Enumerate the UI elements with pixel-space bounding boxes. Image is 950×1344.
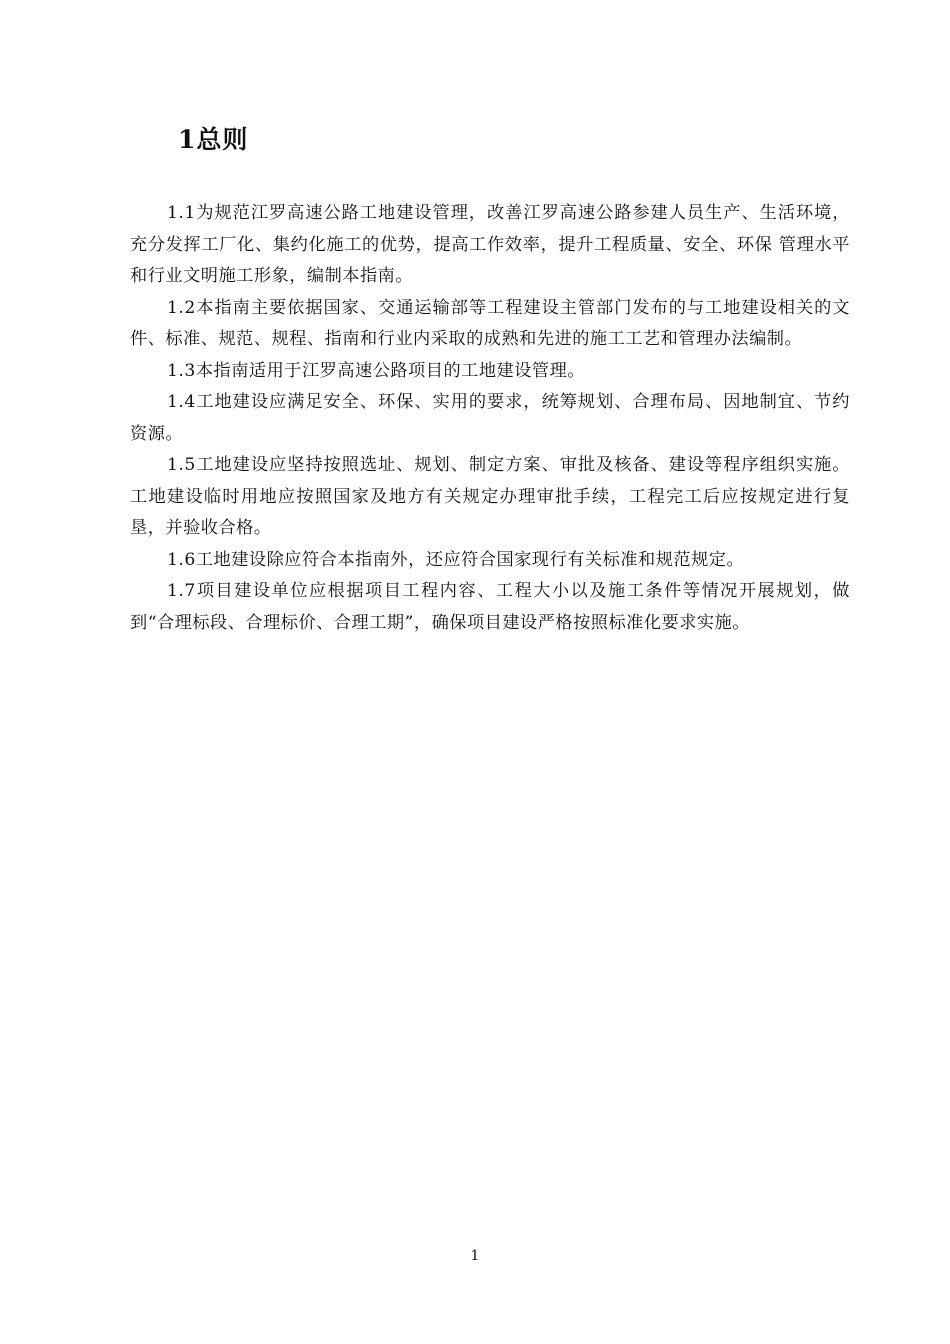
paragraph-1-2: 1.2本指南主要依据国家、交通运输部等工程建设主管部门发布的与工地建设相关的文件、标准、规范、规程、指南和行业内采取的成熟和先进的施工工艺和管理办法编制。 (130, 297, 850, 349)
section-body (130, 198, 850, 639)
paragraph-1-7: 1.7项目建设单位应根据项目工程内容、工程大小以及施工条件等情况开展规划，做到“合理标段、合理标价、合理工期”，确保项目建设严格按照标准化要求实施。 (130, 581, 850, 633)
paragraph-1-4: 1.4工地建设应满足安全、环保、实用的要求，统筹规划、合理布局、因地制宜、节约资源。 (130, 392, 850, 444)
paragraph-1-1: 1.1为规范江罗高速公路工地建设管理，改善江罗高速公路参建人员生产、生活环境， 充分发挥工厂化、集约化施工的优势，提高工作效率，提升工程质量、安全、环保 管理水平和行业文明施工形象，编制本指南。 (130, 203, 850, 286)
paragraph-1-5: 1.5工地建设应坚持按照选址、规划、制定方案、审批及核备、建设等程序组织实施。工地建设临时用地应按照国家及地方有关规定办理审批手续，工程完工后应按规定进行复垦，并验收合格。 (130, 455, 850, 538)
paragraph-1-6: 1.6工地建设除应符合本指南外，还应符合国家现行有关标准和规范规定。 (167, 549, 745, 570)
page-number: 1 (470, 1248, 480, 1264)
section-heading: 1总则 (178, 125, 249, 154)
paragraph-1-3: 1.3本指南适用于江罗高速公路项目的工地建设管理。 (167, 360, 585, 381)
